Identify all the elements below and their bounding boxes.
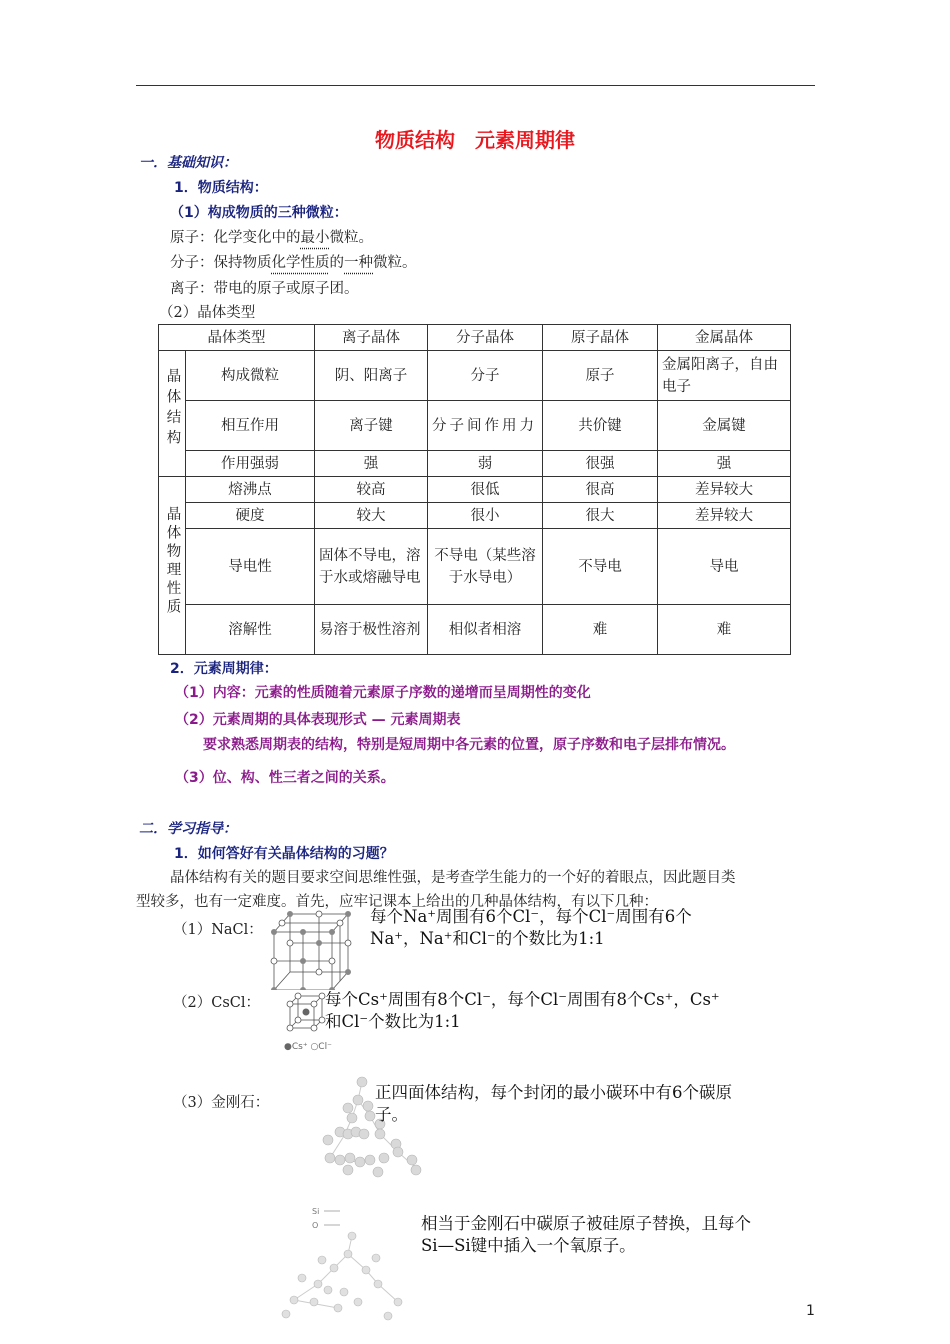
- table-cell: 金属键: [658, 401, 791, 451]
- table-cell: 分子间作用力: [428, 401, 543, 451]
- table-cell: 不导电（某些溶于水导电）: [428, 529, 543, 605]
- diamond-note: 正四面体结构，每个封闭的最小碳环中有6个碳原子。: [375, 1083, 732, 1124]
- table-cell: 易溶于极性溶剂: [315, 605, 428, 655]
- table-cell: 导电: [658, 529, 791, 605]
- table-cell: 很小: [428, 503, 543, 529]
- table-cell: 难: [543, 605, 658, 655]
- atom-definition: 原子：化学变化中的最小微粒。: [170, 230, 373, 246]
- page-title: 物质结构 元素周期律: [375, 128, 575, 152]
- table-cell: 作用强弱: [186, 451, 315, 477]
- guidance-paragraph-line1: 晶体结构有关的题目要求空间思维性强，是考查学生能力的一个好的着眼点，因此题目类: [170, 870, 736, 886]
- table-row: [159, 605, 791, 655]
- subheading-structure: 1．物质结构：: [174, 180, 268, 196]
- molecule-definition: 分子：保持物质化学性质的一种微粒。: [170, 255, 417, 271]
- table-cell: 不导电: [543, 529, 658, 605]
- table-header-row: [159, 325, 791, 351]
- table-header: 原子晶体: [543, 325, 658, 351]
- table-header: 晶体类型: [159, 325, 315, 351]
- table-cell: 原子: [543, 351, 658, 401]
- periodic-table-form: （2）元素周期的具体表现形式 — 元素周期表: [175, 712, 461, 728]
- subheading-periodic-law: 2．元素周期律：: [170, 661, 278, 677]
- table-cell: 强: [658, 451, 791, 477]
- table-cell: 差异较大: [658, 477, 791, 503]
- section-heading-basics: 一．基础知识：: [139, 155, 237, 171]
- table-cell: 共价键: [543, 401, 658, 451]
- table-cell: 弱: [428, 451, 543, 477]
- table-cell: 较大: [315, 503, 428, 529]
- relationship-note: （3）位、构、性三者之间的关系。: [175, 770, 395, 786]
- table-cell: 难: [658, 605, 791, 655]
- silica-structure-figure: [278, 1204, 410, 1322]
- table-cell: 构成微粒: [186, 351, 315, 401]
- table-cell: 强: [315, 451, 428, 477]
- table-cell: 很强: [543, 451, 658, 477]
- cscl-label: （2）CsCl：: [173, 995, 260, 1011]
- table-cell: 导电性: [186, 529, 315, 605]
- crystal-type-table: [158, 324, 791, 655]
- top-rule: [136, 85, 815, 86]
- silica-legend-si: Si: [312, 1207, 320, 1216]
- table-cell: 相似者相溶: [428, 605, 543, 655]
- table-cell: 差异较大: [658, 503, 791, 529]
- ion-definition: 离子：带电的原子或原子团。: [170, 281, 359, 297]
- silica-legend-o: O: [312, 1221, 319, 1230]
- group-label-structure: 晶体结构: [159, 351, 186, 477]
- table-cell: 很大: [543, 503, 658, 529]
- table-row: [159, 401, 791, 451]
- table-cell: 熔沸点: [186, 477, 315, 503]
- nacl-label: （1）NaCl：: [173, 922, 263, 938]
- table-cell: 分子: [428, 351, 543, 401]
- nacl-note: 每个Na⁺周围有6个Cl⁻，每个Cl⁻周围有6个Na⁺，Na⁺和Cl⁻的个数比为1:1: [370, 907, 692, 948]
- group-label-physical: 晶体物理性质: [159, 477, 186, 655]
- table-cell: 金属阳离子，自由电子: [658, 351, 791, 401]
- subheading-crystal-questions: 1．如何答好有关晶体结构的习题？: [174, 846, 394, 862]
- table-row: [159, 477, 791, 503]
- table-cell: 硬度: [186, 503, 315, 529]
- table-cell: 很低: [428, 477, 543, 503]
- table-row: [159, 503, 791, 529]
- table-header: 分子晶体: [428, 325, 543, 351]
- section-heading-guidance: 二．学习指导：: [139, 821, 237, 837]
- periodic-law-content: （1）内容：元素的性质随着元素原子序数的递增而呈周期性的变化: [175, 685, 591, 701]
- guidance-paragraph-line2: 型较多，也有一定难度。首先，应牢记课本上给出的几种晶体结构，有以下几种：: [136, 894, 658, 910]
- table-row: [159, 451, 791, 477]
- nacl-lattice-figure: [268, 910, 356, 990]
- table-cell: 很高: [543, 477, 658, 503]
- cscl-legend: ●Cs⁺ ○Cl⁻: [284, 1042, 332, 1052]
- diamond-label: （3）金刚石：: [173, 1095, 270, 1111]
- table-header: 离子晶体: [315, 325, 428, 351]
- subheading-particles: （1）构成物质的三种微粒：: [170, 205, 348, 221]
- table-header: 金属晶体: [658, 325, 791, 351]
- periodic-table-note: 要求熟悉周期表的结构，特别是短周期中各元素的位置，原子序数和电子层排布情况。: [203, 737, 735, 753]
- table-cell: 固体不导电，溶于水或熔融导电: [315, 529, 428, 605]
- table-cell: 离子键: [315, 401, 428, 451]
- cscl-cell-figure: [286, 992, 326, 1032]
- subheading-crystal-types: （2）晶体类型: [159, 305, 256, 321]
- table-cell: 溶解性: [186, 605, 315, 655]
- table-row: [159, 351, 791, 401]
- table-row: [159, 529, 791, 605]
- silica-note: 相当于金刚石中碳原子被硅原子替换，且每个Si—Si键中插入一个氧原子。: [421, 1214, 751, 1255]
- table-cell: 较高: [315, 477, 428, 503]
- table-cell: 阴、阳离子: [315, 351, 428, 401]
- table-cell: 相互作用: [186, 401, 315, 451]
- cscl-note: 每个Cs⁺周围有8个Cl⁻，每个Cl⁻周围有8个Cs⁺，Cs⁺和Cl⁻个数比为1:1: [325, 990, 720, 1031]
- page-number: 1: [806, 1303, 815, 1319]
